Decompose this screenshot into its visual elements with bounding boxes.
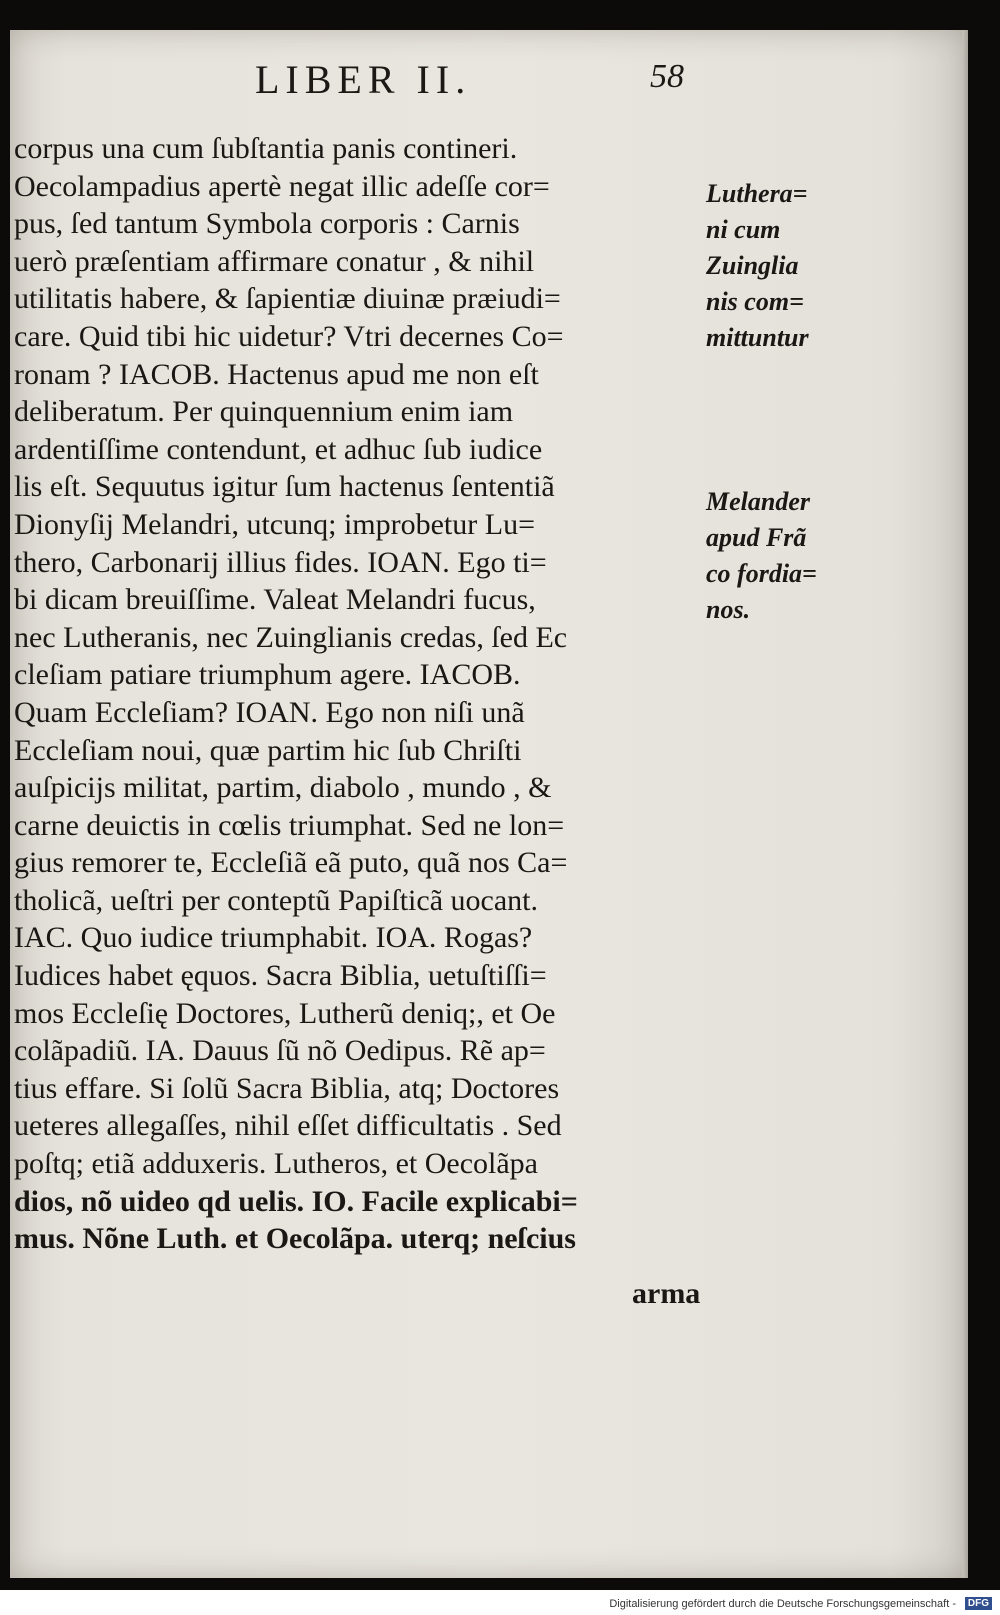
text-line: bi dicam breuiſſime. Valeat Melandri fucus, [14, 583, 536, 617]
page-edge [962, 30, 968, 1578]
text-line: care. Quid tibi hic uidetur? Vtri decernes Co= [14, 319, 564, 353]
text-line: ronam ? IACOB. Hactenus apud me non eſt [14, 357, 539, 391]
text-line: Dionyſij Melandri, utcunq; improbetur Lu= [14, 507, 536, 541]
text-line: tius effare. Si ſolũ Sacra Biblia, atq; Doctores [14, 1071, 560, 1105]
text-line: colãpadiũ. IA. Dauus ſũ nõ Oedipus. Rẽ ap= [14, 1034, 546, 1068]
text-line: deliberatum. Per quinquennium enim iam [14, 395, 514, 429]
text-line: carne deuictis in cœlis triumphat. Sed ne lon= [14, 808, 565, 842]
text-line: Iudices habet ęquos. Sacra Biblia, uetuſtiſſi= [14, 959, 547, 993]
text-line: mos Eccleſię Doctores, Lutherũ deniq;, et Oe [14, 996, 556, 1030]
marginal-note-line: apud Frã [706, 523, 807, 552]
text-line: poſtq; etiã adduxeris. Lutheros, et Oecolãpa [14, 1147, 538, 1181]
marginal-note-melander [706, 484, 856, 628]
text-line: lis eſt. Sequutus igitur ſum hactenus ſententiã [14, 470, 555, 504]
text-line: Eccleſiam noui, quæ partim hic ſub Chriſti [14, 733, 522, 767]
marginal-note-line: mittuntur [706, 323, 809, 352]
marginal-note-line: co fordia= [706, 559, 817, 588]
text-line: tholicã, ueſtri per conteptũ Papiſticã uocant. [14, 883, 538, 917]
text-line: ardentiſſime contendunt, et adhuc ſub iudice [14, 432, 543, 466]
marginal-note-line: Luthera= [706, 179, 808, 208]
text-line: ueteres allegaſſes, nihil eſſet difficultatis . Sed [14, 1109, 562, 1143]
text-line: auſpicijs militat, partim, diabolo , mundo , & [14, 771, 552, 805]
marginal-note-line: nis com= [706, 287, 804, 316]
text-line: Oecolampadius apertè negat illic adeſſe cor= [14, 169, 550, 203]
page-number: 58 [650, 58, 684, 95]
footer-credit: Digitalisierung gefördert durch die Deutsche Forschungsgemeinschaft - [609, 1598, 956, 1610]
running-head: LIBER II. [255, 57, 472, 102]
text-line: thero, Carbonarij illius fides. IOAN. Ego ti= [14, 545, 547, 579]
text-line: pus, ſed tantum Symbola corporis : Carnis [14, 207, 520, 241]
marginal-note-lutherani [706, 176, 856, 356]
marginal-note-line: Melander [706, 487, 810, 516]
body-text [14, 130, 714, 1258]
text-line: dios, nõ uideo qd uelis. IO. Facile explicabi= [14, 1184, 578, 1218]
text-line: cleſiam patiare triumphum agere. IACOB. [14, 658, 521, 692]
catchword: arma [632, 1277, 701, 1310]
marginal-note-line: Zuinglia [706, 251, 799, 280]
text-line: nec Lutheranis, nec Zuinglianis credas, ſed Ec [14, 620, 568, 654]
text-line: uerò præſentiam affirmare conatur , & nihil [14, 244, 535, 278]
marginal-note-line: nos. [706, 595, 751, 624]
text-line: utilitatis habere, & ſapientiæ diuinæ præiudi= [14, 282, 561, 316]
text-line: IAC. Quo iudice triumphabit. IOA. Rogas? [14, 921, 533, 955]
text-line: mus. Nõne Luth. et Oecolãpa. uterq; neſcius [14, 1222, 576, 1256]
text-line: Quam Eccleſiam? IOAN. Ego non niſi unã [14, 695, 525, 729]
dfg-logo: DFG [965, 1597, 992, 1610]
text-line: corpus una cum ſubſtantia panis contineri. [14, 132, 518, 165]
text-line: gius remorer te, Eccleſiã eã puto, quã nos Ca= [14, 846, 568, 880]
marginal-note-line: ni cum [706, 215, 781, 244]
